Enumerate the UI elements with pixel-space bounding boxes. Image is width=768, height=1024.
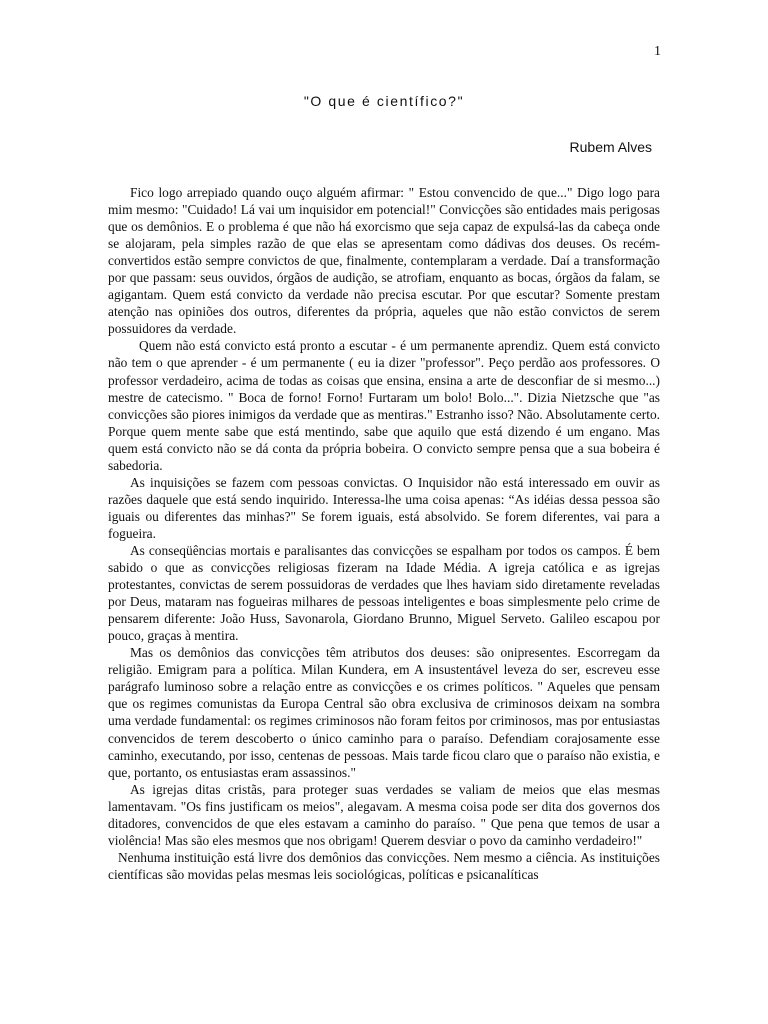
paragraph-1: Fico logo arrepiado quando ouço alguém afirmar: " Estou convencido de que..." Digo logo para mim mesmo: "Cuidado! Lá vai um inquisidor em potencial!" Convicções são entidades mais perigosas que os demônios. E o problema é que não há exorcismo que seja capaz de expulsá-las da cabeça onde se alojaram, pela simples razão de que elas se apresentam como dádivas dos deuses. Os recém-convertidos estão sempre convictos de que, finalmente, contemplaram a verdade. Daí a transformação por que passam: seus ouvidos, órgãos de audição, se atrofiam, enquanto as bocas, órgãos da falam, se agigantam. Quem está convicto da verdade não precisa escutar. Por que escutar? Somente prestam atenção nas opiniões dos outros, diferentes da própria, aqueles que não estão convictos de serem possuidores da verdade. xyxy=(108,185,660,337)
paragraph-3: As inquisições se fazem com pessoas convictas. O Inquisidor não está interessado em ouvir as razões daquele que está sendo inquirido. Interessa-lhe uma coisa apenas: “As idéias dessa pessoa são iguais ou diferentes das minhas?" Se forem iguais, está absolvido. Se forem diferentes, vai para a fogueira. xyxy=(108,474,660,541)
paragraph-5: Mas os demônios das convicções têm atributos dos deuses: são onipresentes. Escorregam da religião. Emigram para a política. Milan Kundera, em A insustentável leveza do ser, escreveu esse parágrafo luminoso sobre a relação entre as convicções e os crimes políticos. " Aqueles que pensam que os regimes comunistas da Europa Central são obra exclusiva de criminosos deixam na sombra uma verdade fundamental: os regimes criminosos não foram feitos por criminosos, mas por entusiastas convencidos de terem descoberto o único caminho para o paraíso. Defendiam corajosamente esse caminho, executando, por isso, centenas de pessoas. Mais tarde ficou claro que o paraíso não existia, e que, portanto, os entusiastas eram assassinos." xyxy=(108,645,660,780)
paragraph-4: As conseqüências mortais e paralisantes das convicções se espalham por todos os campos. É bem sabido o que as convicções religiosas fizeram na Idade Média. A igreja católica e as igrejas protestantes, convictas de serem possuidoras de verdades que lhes haviam sido diretamente reveladas por Deus, mataram nas fogueiras milhares de pessoas inteligentes e boas simplesmente pelo crime de pensarem diferente: João Huss, Savonarola, Giordano Brunno, Miguel Serveto. Galileo escapou por pouco, graças à mentira. xyxy=(108,542,660,644)
paragraph-7: Nenhuma instituição está livre dos demônios das convicções. Nem mesmo a ciência. As instituições científicas são movidas pelas mesmas leis sociológicas, políticas e psicanalíticas xyxy=(108,849,660,882)
page-number: 1 xyxy=(654,44,661,59)
page-title: "O que é científico?" xyxy=(303,93,465,109)
article-body xyxy=(108,184,660,883)
paragraph-2: Quem não está convicto está pronto a escutar - é um permanente aprendiz. Quem está convicto não tem o que aprender - é um permanente ( eu ia dizer "professor". Peço perdão aos professores. O professor verdadeiro, acima de todas as coisas que ensina, ensina a arte de desconfiar de si mesmo...) mestre de catecismo. " Boca de forno! Forno! Furtaram um bolo! Bolo...". Dizia Nietzsche que "as convicções são piores inimigos da verdade que as mentiras." Estranho isso? Não. Absolutamente certo. Porque quem mente sabe que está mentindo, sabe que aquilo que está dizendo é um engano. Mas quem está convicto não se dá conta da própria bobeira. O convicto sempre pensa que a sua bobeira é sabedoria. xyxy=(108,338,660,473)
paragraph-6: As igrejas ditas cristãs, para proteger suas verdades se valiam de meios que elas mesmas lamentavam. "Os fins justificam os meios", alegavam. A mesma coisa pode ser dita dos governos dos ditadores, convencidos de que eles estavam a caminho do paraíso. " Que pena que temos de usar a violência! Mas são eles mesmos que nos obrigam! Querem desviar o povo da caminho verdadeiro!" xyxy=(108,781,660,848)
author-name: Rubem Alves xyxy=(569,139,652,155)
